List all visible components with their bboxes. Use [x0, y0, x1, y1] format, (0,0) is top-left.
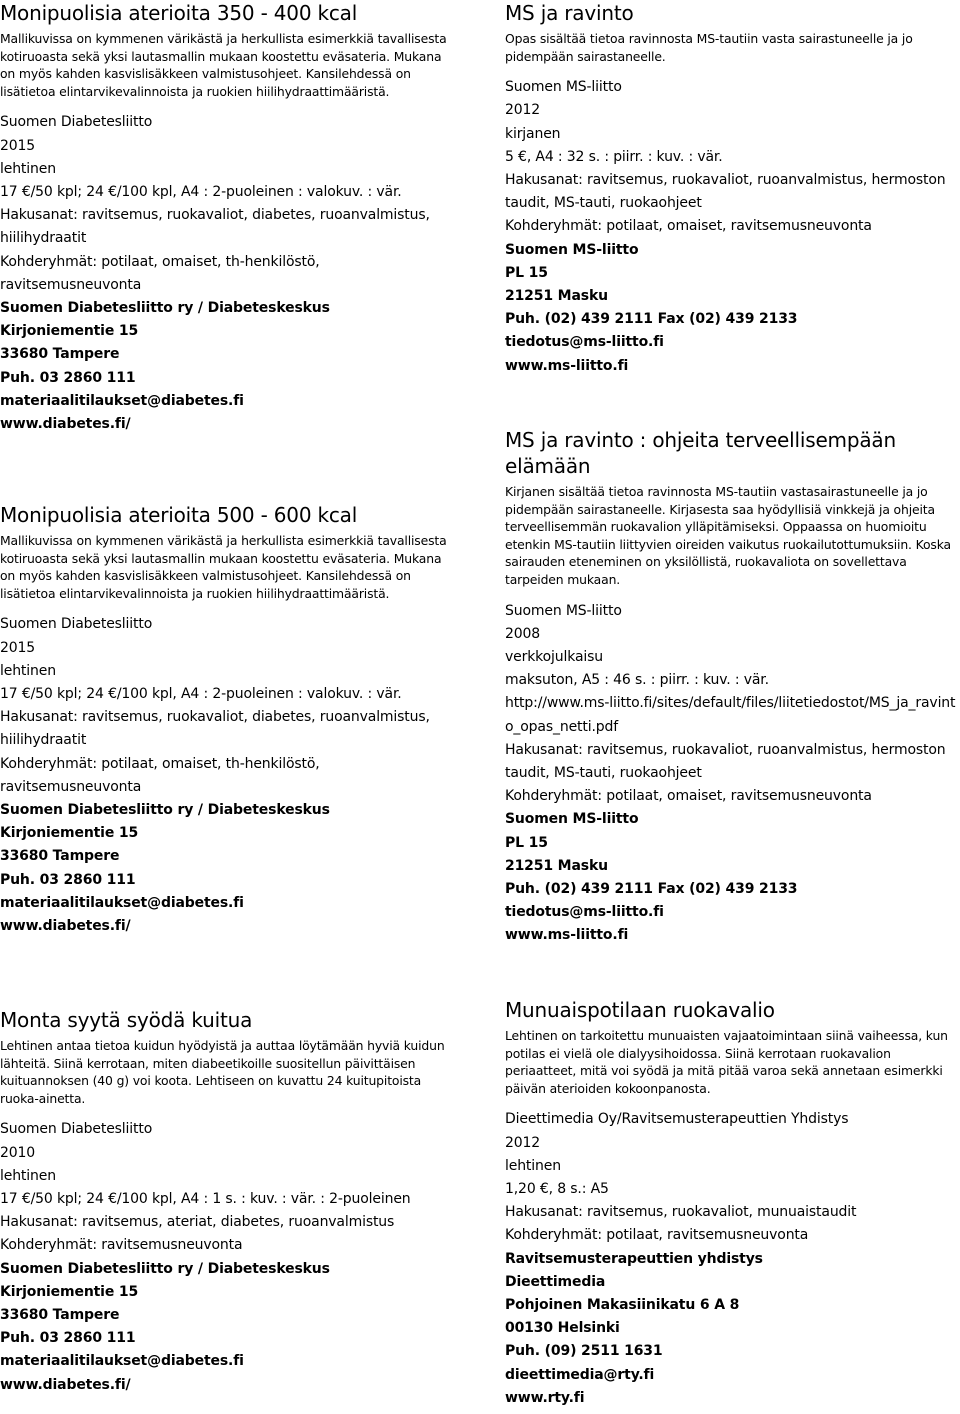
contact-phone: Puh. 03 2860 111 — [0, 871, 136, 888]
contact-organization: Suomen Diabetesliitto ry / Diabeteskeskus — [0, 802, 330, 818]
contact-email[interactable]: dieettimedia@rty.fi — [505, 1366, 655, 1383]
entry-publisher: Suomen Diabetesliitto — [0, 616, 153, 633]
entry-target-groups: Kohderyhmät: potilaat, ravitsemusneuvonta — [505, 1227, 809, 1244]
entry-year: 2015 — [0, 137, 36, 154]
contact-email[interactable]: tiedotus@ms-liitto.fi — [505, 334, 664, 351]
entry-keywords: Hakusanat: ravitsemus, ruokavaliot, diabetes, ruoanvalmistus, hiilihydraatit — [0, 709, 430, 749]
publication-entry — [0, 0, 455, 436]
entry-type: kirjanen — [505, 125, 561, 142]
contact-phone: Puh. 03 2860 111 — [0, 1330, 136, 1347]
entry-details: 5 €, A4 : 32 s. : piirr. : kuv. : vär. — [505, 148, 723, 165]
entry-description: Kirjanen sisältää tietoa ravinnosta MS-tautiin vastasairastuneelle ja jo pidempään sairastaneelle. Kirjasesta saa hyödyllisiä vinkkejä ja ohjeita terveellisemmän ruokavalion ylläpitämiseksi. Oppaassa on huomioitu etenkin MS-tautiin liittyvien oireiden vaikutus ruokailutottumuksiin. Koska sairauden eteneminen on yksilöllistä, ruokavaliota on sovellettava tarpeiden mukaan. — [505, 484, 951, 587]
contact-city: 00130 Helsinki — [505, 1320, 620, 1337]
contact-phone: Puh. (09) 2511 1631 — [505, 1343, 663, 1360]
contact-street: PL 15 — [505, 264, 548, 281]
entry-metadata — [0, 613, 455, 938]
contact-email[interactable]: materiaalitilaukset@diabetes.fi — [0, 1353, 244, 1370]
entry-title: Monipuolisia aterioita 350 - 400 kcal — [0, 1, 358, 25]
publication-entry — [0, 1007, 455, 1397]
entry-title: Monipuolisia aterioita 500 - 600 kcal — [0, 503, 358, 527]
entry-description: Opas sisältää tietoa ravinnosta MS-tautiin vasta sairastuneelle ja jo pidempään sairastaneelle. — [505, 31, 913, 64]
contact-city: 21251 Masku — [505, 288, 608, 305]
contact-street: Pohjoinen Makasiinikatu 6 A 8 — [505, 1297, 740, 1313]
contact-street: PL 15 — [505, 834, 548, 851]
contact-city: 21251 Masku — [505, 857, 608, 874]
entry-description: Lehtinen on tarkoitettu munuaisten vajaatoimintaan siinä vaiheessa, kun potilas ei vielä ole dialyysihoidossa. Siinä kerrotaan ruokavalion periaatteet, mitä voi syödä ja mitä pitää varoa sekä annetaan esimerkki päivän aterioiden kokoonpanosta. — [505, 1028, 948, 1096]
contact-street: Kirjoniementie 15 — [0, 1283, 139, 1300]
entry-description: Lehtinen antaa tietoa kuidun hyödyistä ja auttaa löytämään hyviä kuidun lähteitä. Siinä kerrotaan, miten diabeetikoille suositellun päivittäisen kuituannoksen (40 g) voi koota. Lehtiseen on kuvattu 24 kuitupitoista ruoka-ainetta. — [0, 1038, 445, 1106]
contact-phone: Puh. 03 2860 111 — [0, 369, 136, 386]
entry-details: 17 €/50 kpl; 24 €/100 kpl, A4 : 2-puoleinen : valokuv. : vär. — [0, 685, 402, 702]
entry-type: lehtinen — [0, 1167, 56, 1184]
entry-type: lehtinen — [0, 160, 56, 177]
entry-keywords: Hakusanat: ravitsemus, ruokavaliot, munuaistaudit — [505, 1204, 857, 1221]
contact-organization: Suomen Diabetesliitto ry / Diabeteskeskus — [0, 300, 330, 316]
entry-description: Mallikuvissa on kymmenen värikästä ja herkullista esimerkkiä tavallisesta kotiruoasta sekä yksi lautasmallin mukaan koostettu eväsateria. Mukana on myös kahden kasvislisäkkeen valmistusohjeet. Kansilehdessä on lisätietoa elintarvikevalinnoista ja ruokien hiilihydraattimääristä. — [0, 31, 447, 99]
publication-entry — [505, 997, 960, 1410]
entry-publisher: Suomen MS-liitto — [505, 79, 622, 96]
entry-publisher: Suomen Diabetesliitto — [0, 1121, 153, 1138]
entry-publisher: Suomen MS-liitto — [505, 602, 622, 619]
contact-organization: Suomen MS-liitto — [505, 811, 639, 828]
publication-entry — [0, 502, 455, 938]
entry-type: lehtinen — [0, 662, 56, 679]
publication-entry — [505, 427, 960, 948]
entry-publisher: Dieettimedia Oy/Ravitsemusterapeuttien Yhdistys — [505, 1111, 849, 1128]
contact-organization-secondary: Dieettimedia — [505, 1273, 606, 1290]
entry-title: MS ja ravinto : ohjeita terveellisempään elämään — [505, 428, 896, 478]
entry-metadata — [505, 600, 960, 948]
entry-target-groups: Kohderyhmät: potilaat, omaiset, th-henkilöstö, ravitsemusneuvonta — [0, 253, 320, 293]
entry-target-groups: Kohderyhmät: potilaat, omaiset, ravitsemusneuvonta — [505, 218, 872, 235]
entry-target-groups: Kohderyhmät: ravitsemusneuvonta — [0, 1237, 243, 1254]
entry-year: 2012 — [505, 1134, 541, 1151]
entry-metadata — [505, 1108, 960, 1410]
contact-city: 33680 Tampere — [0, 346, 120, 363]
contact-phone: Puh. (02) 439 2111 Fax (02) 439 2133 — [505, 311, 798, 328]
entry-title: MS ja ravinto — [505, 1, 634, 25]
entry-title: Munuaispotilaan ruokavalio — [505, 998, 775, 1022]
entry-details: 1,20 €, 8 s.: A5 — [505, 1180, 609, 1197]
entry-keywords: Hakusanat: ravitsemus, ruokavaliot, ruoanvalmistus, hermoston taudit, MS-tauti, ruokaohjeet — [505, 741, 946, 781]
entry-keywords: Hakusanat: ravitsemus, ruokavaliot, ruoanvalmistus, hermoston taudit, MS-tauti, ruokaohjeet — [505, 172, 946, 212]
contact-website[interactable]: www.diabetes.fi/ — [0, 416, 131, 433]
contact-street: Kirjoniementie 15 — [0, 323, 139, 340]
contact-website[interactable]: www.ms-liitto.fi — [505, 357, 629, 374]
entry-year: 2015 — [0, 639, 36, 656]
entry-year: 2012 — [505, 102, 541, 119]
entry-description: Mallikuvissa on kymmenen värikästä ja herkullista esimerkkiä tavallisesta kotiruoasta sekä yksi lautasmallin mukaan koostettu eväsateria. Mukana on myös kahden kasvislisäkkeen valmistusohjeet. Kansilehdessä on lisätietoa elintarvikevalinnoista ja ruokien hiilihydraattimääristä. — [0, 533, 447, 601]
entry-details: maksuton, A5 : 46 s. : piirr. : kuv. : vär. — [505, 672, 769, 689]
entry-type: verkkojulkaisu — [505, 648, 603, 665]
contact-organization: Ravitsemusterapeuttien yhdistys — [505, 1250, 763, 1267]
contact-organization: Suomen MS-liitto — [505, 241, 639, 258]
entry-year: 2010 — [0, 1144, 36, 1161]
entry-target-groups: Kohderyhmät: potilaat, omaiset, ravitsemusneuvonta — [505, 788, 872, 805]
entry-type: lehtinen — [505, 1157, 561, 1174]
publication-entry — [505, 0, 960, 378]
contact-city: 33680 Tampere — [0, 848, 120, 865]
contact-website[interactable]: www.ms-liitto.fi — [505, 927, 629, 944]
entry-target-groups: Kohderyhmät: potilaat, omaiset, th-henkilöstö, ravitsemusneuvonta — [0, 755, 320, 795]
entry-details: 17 €/50 kpl; 24 €/100 kpl, A4 : 1 s. : kuv. : vär. : 2-puoleinen — [0, 1190, 411, 1207]
entry-year: 2008 — [505, 625, 541, 642]
entry-keywords: Hakusanat: ravitsemus, ruokavaliot, diabetes, ruoanvalmistus, hiilihydraatit — [0, 207, 430, 247]
entry-keywords: Hakusanat: ravitsemus, ateriat, diabetes, ruoanvalmistus — [0, 1214, 395, 1231]
contact-website[interactable]: www.rty.fi — [505, 1389, 585, 1406]
contact-organization: Suomen Diabetesliitto ry / Diabeteskeskus — [0, 1260, 330, 1277]
contact-email[interactable]: materiaalitilaukset@diabetes.fi — [0, 392, 244, 409]
contact-email[interactable]: tiedotus@ms-liitto.fi — [505, 904, 664, 921]
entry-url[interactable]: http://www.ms-liitto.fi/sites/default/files/liitetiedostot/MS_ja_ravinto_opas_netti.pdf — [505, 695, 956, 735]
entry-metadata — [0, 111, 455, 436]
contact-website[interactable]: www.diabetes.fi/ — [0, 918, 131, 935]
contact-city: 33680 Tampere — [0, 1307, 120, 1323]
entry-publisher: Suomen Diabetesliitto — [0, 114, 153, 131]
entry-title: Monta syytä syödä kuitua — [0, 1008, 253, 1032]
contact-phone: Puh. (02) 439 2111 Fax (02) 439 2133 — [505, 881, 798, 897]
entry-metadata — [505, 76, 960, 378]
entry-details: 17 €/50 kpl; 24 €/100 kpl, A4 : 2-puoleinen : valokuv. : vär. — [0, 183, 402, 200]
contact-website[interactable]: www.diabetes.fi/ — [0, 1376, 131, 1393]
entry-metadata — [0, 1118, 455, 1396]
contact-street: Kirjoniementie 15 — [0, 825, 139, 842]
contact-email[interactable]: materiaalitilaukset@diabetes.fi — [0, 894, 244, 911]
